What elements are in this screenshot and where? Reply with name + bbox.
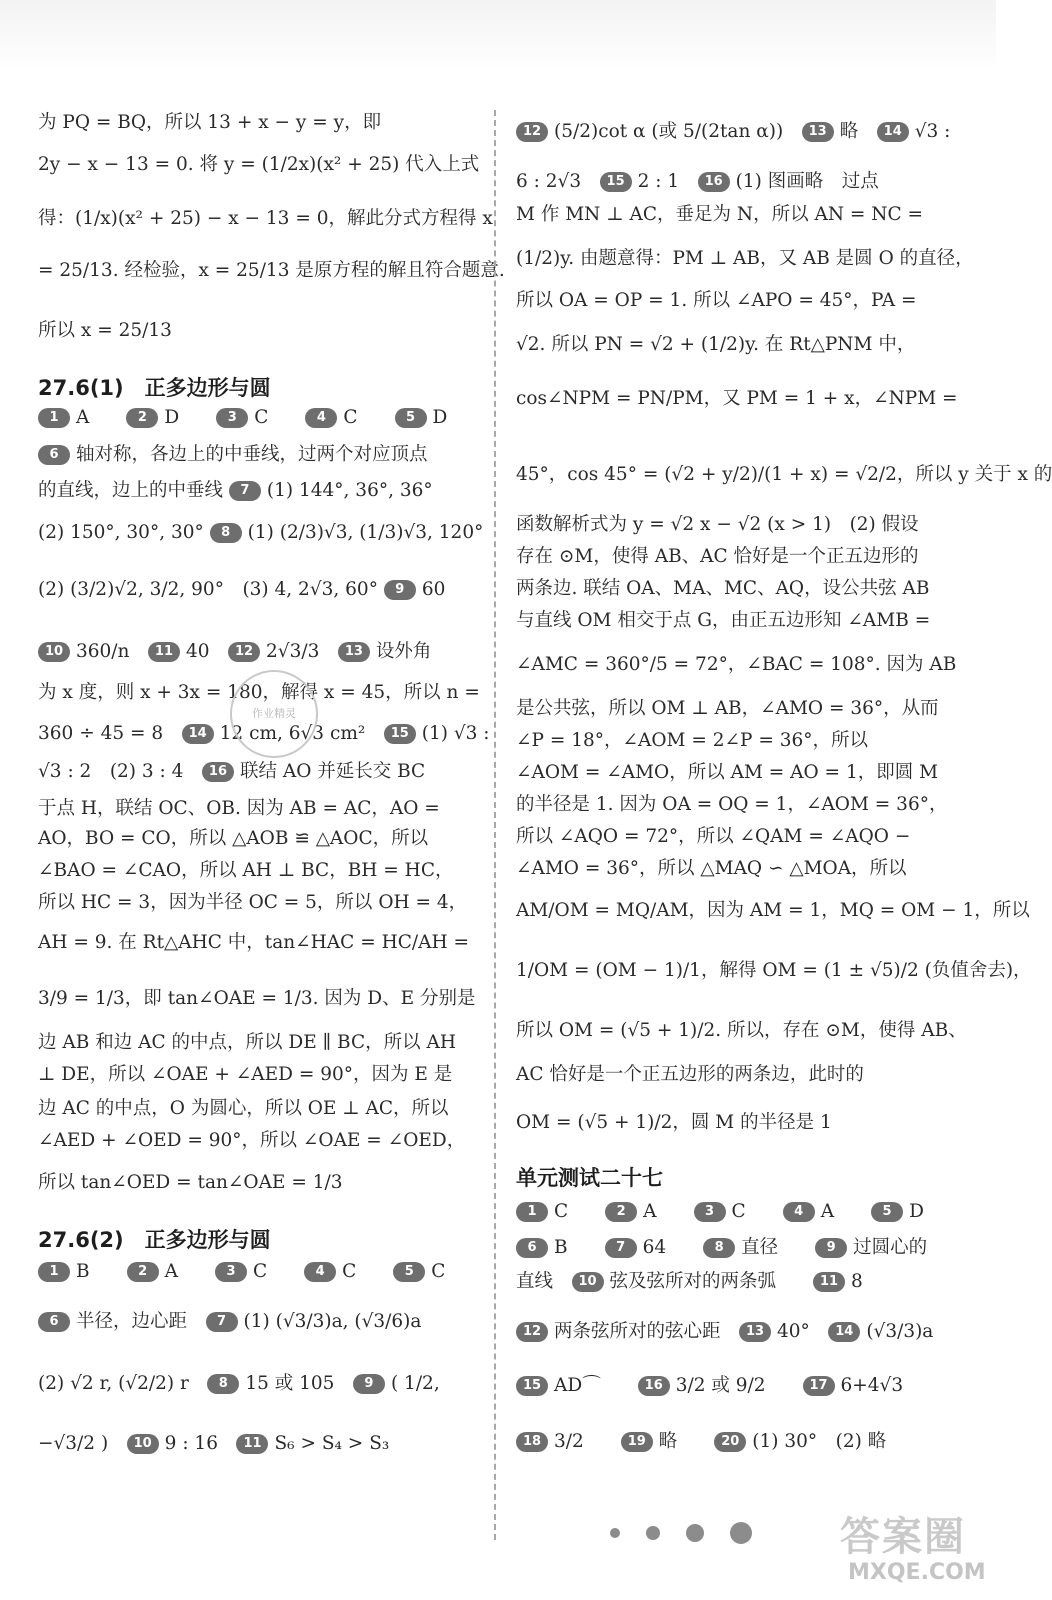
answer-line — [516, 122, 950, 142]
answer-line — [38, 642, 431, 662]
question-number-badge: 5 — [395, 408, 427, 428]
answer-text: 函数解析式为 y = √2 x − √2 (x > 1) (2) 假设 — [516, 514, 919, 535]
question-number-badge: 12 — [228, 642, 260, 662]
answer-text: 40 — [185, 641, 229, 662]
answer-text: (1/2)y. 由题意得：PM ⊥ AB，又 AB 是圆 O 的直径， — [516, 248, 974, 269]
answer-line — [516, 1202, 924, 1222]
answer-text: 设外角 — [375, 641, 432, 662]
question-number-badge: 16 — [202, 762, 234, 782]
answer-line — [516, 1238, 927, 1258]
answer-line — [38, 445, 428, 465]
question-number-badge: 16 — [698, 172, 730, 192]
answer-line — [516, 1022, 967, 1041]
answer-text: C — [342, 1261, 394, 1282]
answer-line — [38, 1262, 445, 1282]
watermark-url: MXQE.COM — [848, 1560, 986, 1585]
question-number-badge: 14 — [877, 122, 909, 142]
answer-text: C — [731, 1201, 783, 1222]
answer-text: ∠AOM = ∠AMO，所以 AM = AO = 1，即圆 M — [516, 762, 939, 783]
answer-text: 45°，cos 45° = (√2 + y/2)/(1 + x) = √2/2，所以 y 关于 x 的 — [516, 464, 1052, 485]
answer-line — [38, 481, 433, 501]
answer-text: 3/9 = 1/3，即 tan∠OAE = 1/3. 因为 D、E 分别是 — [38, 988, 476, 1009]
question-number-badge: 3 — [215, 1262, 247, 1282]
answer-text: (1) 30° (2) 略 — [752, 1431, 887, 1452]
question-number-badge: 5 — [393, 1262, 425, 1282]
answer-line — [38, 523, 483, 543]
answer-text: 过圆心的 — [853, 1237, 928, 1258]
answer-text: AD⌒ — [554, 1375, 638, 1396]
answer-text: 联结 AO 并延长交 BC — [239, 761, 426, 782]
answer-text: ∠BAO = ∠CAO，所以 AH ⊥ BC，BH = HC， — [38, 860, 454, 881]
answer-text: M 作 MN ⊥ AC，垂足为 N，所以 AN = NC = — [516, 204, 923, 225]
answer-line — [516, 1322, 933, 1342]
answer-text: (√3/3)a — [866, 1321, 934, 1342]
question-number-badge: 13 — [802, 122, 834, 142]
answer-line: 得：(1/x)(x² + 25) − x − 13 = 0，解此分式方程得 x — [38, 208, 493, 229]
column-divider — [494, 110, 496, 1540]
answer-line — [516, 548, 919, 567]
answer-text: 略 — [839, 121, 877, 142]
answer-text: 9 : 16 — [164, 1433, 237, 1454]
section-heading: 单元测试二十七 — [516, 1166, 663, 1190]
answer-text: OM = (√5 + 1)/2，圆 M 的半径是 1 — [516, 1112, 832, 1133]
answer-text: A — [820, 1201, 872, 1222]
answer-text: 8 — [851, 1271, 863, 1292]
question-number-badge: 1 — [38, 1262, 70, 1282]
answer-line — [38, 862, 453, 881]
answer-line — [38, 894, 467, 913]
answer-line — [516, 580, 929, 599]
answer-text: 6 : 2√3 — [516, 171, 600, 192]
answer-text: √3 : — [914, 121, 951, 142]
answer-line — [38, 1100, 449, 1119]
answer-text: 2 : 1 — [637, 171, 698, 192]
answer-text: (2) (3/2)√2, 3/2, 90° (3) 4, 2√3, 60° — [38, 579, 384, 600]
question-number-badge: 12 — [516, 1322, 548, 1342]
page-dot — [610, 1528, 620, 1538]
answer-text: AH = 9. 在 Rt△AHC 中，tan∠HAC = HC/AH = — [38, 932, 469, 953]
answer-line — [516, 796, 947, 815]
answer-text: 2√3/3 — [266, 641, 338, 662]
answer-line — [516, 612, 930, 631]
answer-text: AM/OM = MQ/AM，因为 AM = 1，MQ = OM − 1，所以 — [516, 900, 1030, 921]
answer-line — [516, 860, 907, 879]
answer-line — [38, 1174, 342, 1193]
question-number-badge: 8 — [210, 523, 242, 543]
answer-line — [516, 292, 916, 311]
answer-text: 15 或 105 — [245, 1373, 353, 1394]
answer-line — [516, 516, 919, 535]
page-dot — [730, 1522, 752, 1544]
section-heading: 27.6(2) 正多边形与圆 — [38, 1228, 271, 1252]
question-number-badge: 11 — [236, 1434, 268, 1454]
answer-text: 40° — [777, 1321, 829, 1342]
question-number-badge: 10 — [572, 1272, 604, 1292]
answer-text: 是公共弦，所以 OM ⊥ AB，∠AMO = 36°，从而 — [516, 698, 939, 719]
question-number-badge: 2 — [605, 1202, 637, 1222]
question-number-badge: 8 — [207, 1374, 239, 1394]
question-number-badge: 15 — [384, 724, 416, 744]
answer-text: (5/2)cot α (或 5/(2tan α)) — [554, 121, 802, 142]
answer-text: ∠AED + ∠OED = 90°，所以 ∠OAE = ∠OED， — [38, 1130, 466, 1151]
answer-text: 两条边. 联结 OA、MA、MC、AQ，设公共弦 AB — [516, 578, 930, 599]
answer-text: 6+4√3 — [840, 1375, 904, 1396]
answer-text: D — [909, 1201, 924, 1222]
answer-line — [38, 1434, 389, 1454]
answer-line — [38, 1132, 465, 1151]
answer-line: = 25/13. 经检验，x = 25/13 是原方程的解且符合题意. — [38, 260, 505, 281]
answer-line — [38, 990, 476, 1009]
question-number-badge: 13 — [338, 642, 370, 662]
answer-text: ( 1/2, — [390, 1373, 440, 1394]
answer-text: 存在 ⊙M，使得 AB、AC 恰好是一个正五边形的 — [516, 546, 919, 567]
answer-line — [516, 250, 974, 269]
answer-line: 为 PQ = BQ，所以 13 + x − y = y，即 — [38, 112, 382, 133]
question-number-badge: 20 — [714, 1432, 746, 1452]
question-number-badge: 2 — [127, 1262, 159, 1282]
answer-text: 弦及弦所对的两条弧 — [609, 1271, 814, 1292]
answer-text: 边 AC 的中点，O 为圆心，所以 OE ⊥ AC，所以 — [38, 1098, 449, 1119]
answer-text: 半径，边心距 — [76, 1311, 206, 1332]
watermark-stamp: 作业精灵 — [230, 670, 318, 758]
question-number-badge: 4 — [305, 408, 337, 428]
answer-line — [516, 172, 879, 192]
answer-text: AO，BO = CO，所以 △AOB ≌ △AOC，所以 — [38, 828, 429, 849]
answer-text: 所以 OA = OP = 1. 所以 ∠APO = 45°，PA = — [516, 290, 917, 311]
answer-text: 60 — [421, 579, 446, 600]
answer-text: C — [343, 407, 395, 428]
question-number-badge: 1 — [516, 1202, 548, 1222]
answer-text: ∠AMO = 36°，所以 △MAQ ∽ △MOA，所以 — [516, 858, 907, 879]
answer-text: B — [76, 1261, 127, 1282]
answer-text: A — [643, 1201, 694, 1222]
answer-text: 轴对称，各边上的中垂线，过两个对应顶点 — [76, 444, 428, 465]
answer-text: 12 cm, 6√3 cm² — [219, 723, 384, 744]
question-number-badge: 4 — [783, 1202, 815, 1222]
answer-text: S₆ > S₄ > S₃ — [274, 1433, 390, 1454]
answer-line — [38, 408, 447, 428]
answer-text: (1) 144°, 36°, 36° — [266, 480, 433, 501]
answer-text: (1) 图画略 过点 — [735, 171, 879, 192]
answer-line — [38, 1374, 440, 1394]
answer-line — [516, 732, 868, 751]
answer-line — [516, 1376, 903, 1396]
answer-text: C — [554, 1201, 606, 1222]
answer-line — [516, 700, 939, 719]
answer-text: 360 ÷ 45 = 8 — [38, 723, 182, 744]
answer-text: √2. 所以 PN = √2 + (1/2)y. 在 Rt△PNM 中， — [516, 334, 916, 355]
answer-line — [38, 1066, 452, 1085]
question-number-badge: 16 — [638, 1376, 670, 1396]
answer-line — [38, 800, 440, 819]
answer-text: 1/OM = (OM − 1)/1，解得 OM = (1 ± √5)/2 (负值舍去)， — [516, 960, 1032, 981]
answer-line — [516, 1114, 832, 1133]
answer-text: 3/2 — [554, 1431, 621, 1452]
answer-text: (2) 150°, 30°, 30° — [38, 522, 210, 543]
answer-line: 所以 x = 25/13 — [38, 320, 172, 341]
question-number-badge: 11 — [148, 642, 180, 662]
question-number-badge: 9 — [384, 580, 416, 600]
answer-text: 所以 ∠AQO = 72°，所以 ∠QAM = ∠AQO − — [516, 826, 911, 847]
watermark-logo: 答案圈 — [840, 1514, 966, 1560]
answer-text: (1) √3 : — [421, 723, 490, 744]
answer-text: 所以 OM = (√5 + 1)/2. 所以，存在 ⊙M，使得 AB、 — [516, 1020, 967, 1041]
question-number-badge: 19 — [621, 1432, 653, 1452]
answer-text: C — [431, 1261, 446, 1282]
answer-text: 与直线 OM 相交于点 G，由正五边形知 ∠AMB = — [516, 610, 931, 631]
answer-text: 64 — [642, 1237, 704, 1258]
answer-text: 于点 H，联结 OC、OB. 因为 AB = AC，AO = — [38, 798, 440, 819]
answer-line — [516, 902, 1030, 921]
answer-text: cos∠NPM = PN/PM，又 PM = 1 + x，∠NPM = — [516, 388, 958, 409]
question-number-badge: 11 — [813, 1272, 845, 1292]
answer-text: 边 AB 和边 AC 的中点，所以 DE ∥ BC，所以 AH — [38, 1032, 456, 1053]
answer-text: 直线 — [516, 1271, 572, 1292]
answer-text: 略 — [658, 1431, 715, 1452]
top-shadow-band — [0, 0, 996, 70]
answer-text: 为 x 度，则 x + 3x = 180，解得 x = 45，所以 n = — [38, 682, 480, 703]
question-number-badge: 3 — [694, 1202, 726, 1222]
page-dot — [686, 1524, 704, 1542]
answer-text: ∠AMC = 360°/5 = 72°，∠BAC = 108°. 因为 AB — [516, 654, 957, 675]
answer-line — [516, 656, 956, 675]
answer-text: 所以 HC = 3，因为半径 OC = 5，所以 OH = 4， — [38, 892, 468, 913]
answer-text: ⊥ DE，所以 ∠OAE + ∠AED = 90°，因为 E 是 — [38, 1064, 453, 1085]
question-number-badge: 4 — [304, 1262, 336, 1282]
question-number-badge: 6 — [38, 1312, 70, 1332]
answer-text: B — [554, 1237, 605, 1258]
answer-line: 2y − x − 13 = 0. 将 y = (1/2x)(x² + 25) 代入上式 — [38, 154, 480, 175]
question-number-badge: 12 — [516, 122, 548, 142]
answer-text: 直径 — [741, 1237, 816, 1258]
question-number-badge: 6 — [516, 1238, 548, 1258]
answer-line — [38, 830, 428, 849]
section-heading: 27.6(1) 正多边形与圆 — [38, 376, 271, 400]
answer-text: 的半径是 1. 因为 OA = OQ = 1，∠AOM = 36°， — [516, 794, 948, 815]
question-number-badge: 6 — [38, 445, 70, 465]
question-number-badge: 10 — [127, 1434, 159, 1454]
answer-line — [516, 336, 915, 355]
question-number-badge: 10 — [38, 642, 70, 662]
question-number-badge: 2 — [126, 408, 158, 428]
question-number-badge: 14 — [828, 1322, 860, 1342]
question-number-badge: 18 — [516, 1432, 548, 1452]
question-number-badge: 15 — [600, 172, 632, 192]
answer-line — [516, 1272, 863, 1292]
answer-text: A — [76, 407, 127, 428]
answer-text: −√3/2 ) — [38, 1433, 127, 1454]
answer-text: 所以 tan∠OED = tan∠OAE = 1/3 — [38, 1172, 343, 1193]
answer-line — [516, 828, 910, 847]
answer-text: 的直线，边上的中垂线 — [38, 480, 229, 501]
question-number-badge: 14 — [182, 724, 214, 744]
answer-text: D — [432, 407, 448, 428]
question-number-badge: 9 — [353, 1374, 385, 1394]
answer-text: 3/2 或 9/2 — [675, 1375, 803, 1396]
answer-line — [38, 762, 425, 782]
answer-line — [516, 206, 923, 225]
answer-text: 两条弦所对的弦心距 — [554, 1321, 740, 1342]
answer-text: √3 : 2 (2) 3 : 4 — [38, 761, 202, 782]
question-number-badge: 7 — [605, 1238, 637, 1258]
answer-line — [516, 466, 1052, 485]
question-number-badge: 3 — [216, 408, 248, 428]
answer-line — [38, 1312, 421, 1332]
answer-text: 360/n — [76, 641, 148, 662]
question-number-badge: 8 — [703, 1238, 735, 1258]
answer-text: C — [254, 407, 306, 428]
question-number-badge: 1 — [38, 408, 70, 428]
answer-line — [38, 580, 445, 600]
question-number-badge: 7 — [229, 481, 261, 501]
answer-line — [516, 962, 1032, 981]
question-number-badge: 17 — [803, 1376, 835, 1396]
answer-text: C — [252, 1261, 305, 1282]
answer-text: D — [164, 407, 217, 428]
answer-line — [516, 764, 938, 783]
answer-line — [516, 1432, 886, 1452]
question-number-badge: 9 — [815, 1238, 847, 1258]
question-number-badge: 13 — [739, 1322, 771, 1342]
answer-line — [38, 934, 469, 953]
answer-text: (1) (2/3)√3, (1/3)√3, 120° — [247, 522, 484, 543]
question-number-badge: 15 — [516, 1376, 548, 1396]
answer-text: ∠P = 18°，∠AOM = 2∠P = 36°，所以 — [516, 730, 869, 751]
question-number-badge: 7 — [206, 1312, 238, 1332]
page-dot — [646, 1526, 660, 1540]
answer-line — [516, 390, 958, 409]
answer-text: AC 恰好是一个正五边形的两条边，此时的 — [516, 1064, 864, 1085]
answer-text: (2) √2 r, (√2/2) r — [38, 1373, 208, 1394]
answer-line — [38, 1034, 456, 1053]
answer-text: (1) (√3/3)a, (√3/6)a — [243, 1311, 422, 1332]
question-number-badge: 5 — [871, 1202, 903, 1222]
answer-text: A — [164, 1261, 215, 1282]
answer-line — [516, 1066, 864, 1085]
